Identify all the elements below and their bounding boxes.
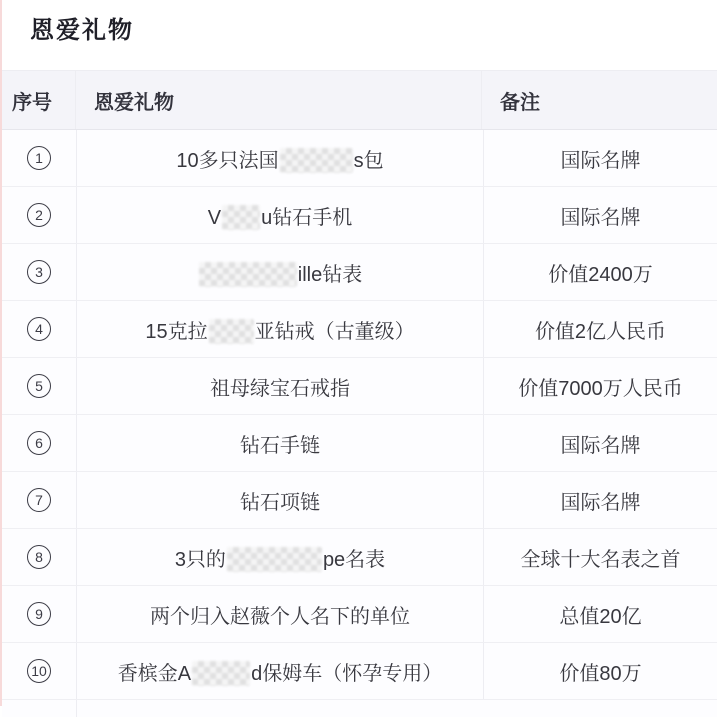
gift-cell xyxy=(77,244,484,300)
table-header-row xyxy=(2,71,717,130)
table-row xyxy=(2,358,717,415)
gift-cell xyxy=(77,187,484,243)
gift-text: 两个归入赵薇个人名下的单位 xyxy=(150,605,410,628)
gift-cell xyxy=(77,700,483,717)
circled-number: 5 xyxy=(27,374,51,398)
note-cell: 全球十大名表之首 xyxy=(520,548,681,571)
censored-blur xyxy=(192,661,250,686)
row-number-cell xyxy=(2,358,77,414)
gift-cell xyxy=(77,529,484,585)
gift-cell xyxy=(77,586,484,642)
table-row xyxy=(2,244,717,301)
gift-text: d保姆车（怀孕专用） xyxy=(251,662,443,685)
circled-number: 10 xyxy=(27,659,51,683)
circled-number: 2 xyxy=(27,203,51,227)
row-number-cell xyxy=(2,700,77,717)
gift-text: pe名表 xyxy=(322,548,386,571)
note-cell: 国际名牌 xyxy=(560,491,641,514)
row-number-cell xyxy=(2,415,77,471)
table-row xyxy=(2,415,717,472)
gift-cell xyxy=(77,358,484,414)
row-number-cell xyxy=(2,586,77,642)
page-title: 恩爱礼物 xyxy=(30,17,134,44)
gift-cell xyxy=(77,130,484,186)
gift-text: V xyxy=(207,206,222,229)
censored-blur xyxy=(280,148,353,173)
row-number-cell xyxy=(2,301,77,357)
gift-text: s包 xyxy=(353,149,384,172)
gift-cell xyxy=(77,301,484,357)
table-body xyxy=(2,130,717,700)
note-cell: 价值2400万 xyxy=(548,263,653,286)
circled-number: 8 xyxy=(27,545,51,569)
col-header-index: 序号 xyxy=(2,71,76,129)
gift-text: 祖母绿宝石戒指 xyxy=(210,377,350,400)
gift-cell xyxy=(77,472,484,528)
circled-number: 4 xyxy=(27,317,51,341)
col-header-note: 备注 xyxy=(500,91,540,114)
gift-text: u钻石手机 xyxy=(261,206,353,229)
gift-text: 3只的 xyxy=(174,548,226,571)
row-number-cell xyxy=(2,187,77,243)
censored-blur xyxy=(199,262,297,287)
gift-text: 钻石项链 xyxy=(240,491,320,514)
note-cell xyxy=(483,700,717,717)
row-number-cell xyxy=(2,130,77,186)
note-cell: 价值2亿人民币 xyxy=(534,320,667,343)
table-row xyxy=(2,301,717,358)
table-row xyxy=(2,187,717,244)
censored-blur xyxy=(227,547,322,572)
col-header-gift: 恩爱礼物 xyxy=(76,71,482,129)
row-number-cell xyxy=(2,529,77,585)
table-row xyxy=(2,529,717,586)
circled-number: 9 xyxy=(27,602,51,626)
row-number-cell xyxy=(2,472,77,528)
table-row xyxy=(2,472,717,529)
gift-text: 亚钻戒（古董级） xyxy=(254,320,415,343)
gifts-table xyxy=(2,70,717,717)
note-cell: 国际名牌 xyxy=(560,206,641,229)
circled-number: 1 xyxy=(27,146,51,170)
gift-text: 钻石手链 xyxy=(240,434,320,457)
note-cell: 价值80万 xyxy=(559,662,642,685)
gift-cell xyxy=(77,643,484,699)
circled-number: 6 xyxy=(27,431,51,455)
circled-number: 3 xyxy=(27,260,51,284)
row-number-cell xyxy=(2,643,77,699)
censored-blur xyxy=(222,205,260,230)
truncated-next-row xyxy=(2,700,717,717)
table-row xyxy=(2,643,717,700)
note-cell: 总值20亿 xyxy=(559,605,642,628)
censored-blur xyxy=(209,319,254,344)
note-cell: 价值7000万人民币 xyxy=(518,377,683,400)
note-cell: 国际名牌 xyxy=(560,434,641,457)
gift-text: ille钻表 xyxy=(297,263,363,286)
row-number-cell xyxy=(2,244,77,300)
gift-text: 15克拉 xyxy=(145,320,208,343)
gift-text: 10多只法国 xyxy=(176,149,279,172)
table-row xyxy=(2,586,717,643)
gift-cell xyxy=(77,415,484,471)
circled-number: 7 xyxy=(27,488,51,512)
note-cell: 国际名牌 xyxy=(560,149,641,172)
table-row xyxy=(2,130,717,187)
gift-text: 香槟金A xyxy=(117,662,192,685)
